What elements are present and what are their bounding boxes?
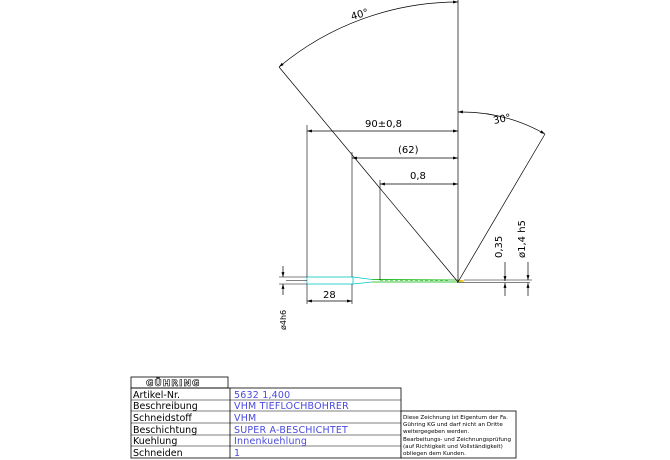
note-line: weitergegeben werden. [403, 429, 470, 435]
angle-40-label: 40° [349, 7, 370, 23]
note-line: (auf Richtigkeit und Vollständigkeit) [403, 444, 503, 450]
value-artikel-nr: 5632 1,400 [234, 390, 291, 401]
dim-tip-diameter-label: ø1,4 h5 [517, 220, 528, 258]
tool-flute [372, 280, 457, 283]
label-artikel-nr: Artikel-Nr. [133, 390, 181, 401]
value-schneiden: 1 [234, 448, 241, 459]
label-beschichtung: Beschichtung [133, 425, 198, 436]
value-beschichtung: SUPER A-BESCHICHTET [234, 425, 349, 436]
dim-shank-label: 28 [323, 290, 336, 301]
label-schneidstoff: Schneidstoff [133, 413, 192, 424]
note-line: Bearbeitungs- und Zeichnungsprüfung [403, 437, 512, 443]
label-beschreibung: Beschreibung [133, 401, 198, 412]
horizontal-dimensions [307, 119, 458, 304]
dim-total-label: 90±0,8 [365, 119, 403, 130]
tool-transition [353, 277, 372, 284]
angle-leg-right [458, 134, 545, 282]
angle-leg-left [279, 67, 458, 282]
angle-30-label: 30° [492, 112, 512, 127]
tool-outline [286, 277, 530, 284]
dim-depth-label: 0,35 [494, 235, 505, 258]
dim-flute-label: (62) [398, 145, 419, 156]
label-kuehlung: Kuehlung [133, 436, 178, 447]
tool-shank [307, 277, 353, 284]
note-line: Gühring KG und darf nicht an Dritte [403, 422, 503, 428]
title-block [131, 377, 516, 459]
label-schneiden: Schneiden [133, 448, 183, 459]
angle-arc-40 [279, 2, 458, 67]
note-line: obliegen dem Kunden. [403, 451, 466, 457]
vertical-dimensions [279, 220, 532, 330]
guehring-logo: GÜHRING [146, 379, 201, 389]
dim-shank-diameter-label: ø4h6 [279, 309, 288, 330]
note-line: Diese Zeichnung ist Eigentum der Fa. [403, 415, 508, 421]
value-schneidstoff: VHM [234, 413, 257, 424]
value-beschreibung: VHM TIEFLOCHBOHRER [234, 401, 349, 412]
angle-dimension-40 [279, 0, 458, 282]
dim-tip-label: 0,8 [410, 171, 426, 182]
value-kuehlung: Innenkuehlung [234, 436, 308, 447]
